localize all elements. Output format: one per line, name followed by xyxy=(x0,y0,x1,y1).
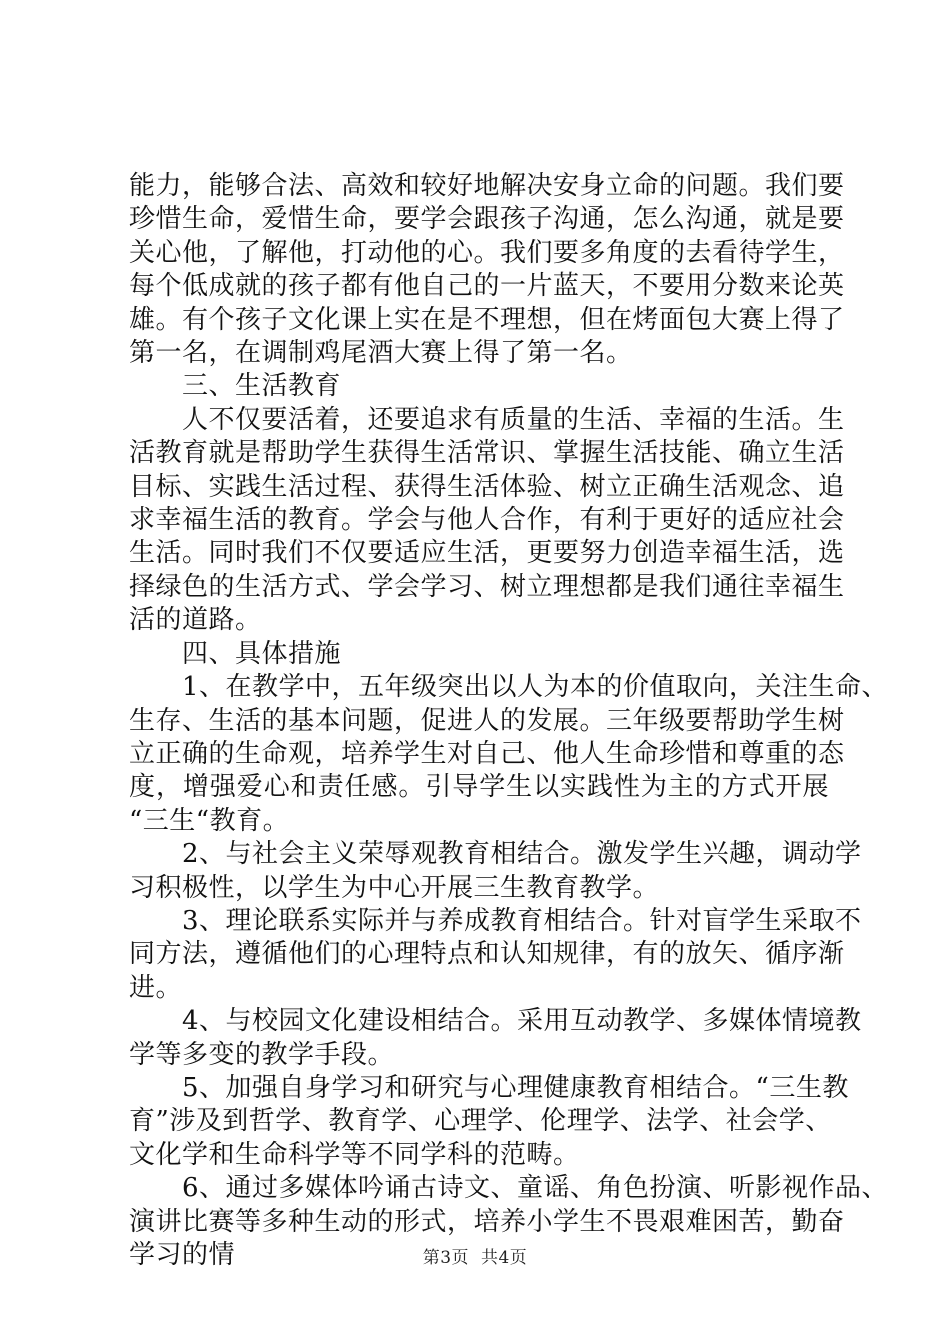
text-line: 文化学和生命科学等不同学科的范畴。 xyxy=(129,1139,580,1170)
text-line: 3、理论联系实际并与养成教育相结合。针对盲学生采取不 xyxy=(182,905,862,936)
text-line: “三生“教育。 xyxy=(129,805,290,836)
text-line: 生存、生活的基本问题，促进人的发展。三年级要帮助学生树 xyxy=(129,705,845,736)
text-line: 求幸福生活的教育。学会与他人合作，有利于更好的适应社会 xyxy=(129,505,845,536)
text-line: 4、与校园文化建设相结合。采用互动教学、多媒体情境教 xyxy=(182,1006,862,1037)
text-line: 目标、实践生活过程、获得生活体验、树立正确生活观念、追 xyxy=(129,471,845,502)
text-line: 6、通过多媒体吟诵古诗文、童谣、角色扮演、听影视作品、 xyxy=(182,1173,889,1204)
text-line: 能力，能够合法、高效和较好地解决安身立命的问题。我们要 xyxy=(129,171,845,201)
text-line: 雄。有个孩子文化课上实在是不理想，但在烤面包大赛上得了 xyxy=(129,304,845,335)
text-line: 5、加强自身学习和研究与心理健康教育相结合。“三生教 xyxy=(182,1072,849,1103)
text-line: 第一名，在调制鸡尾酒大赛上得了第一名。 xyxy=(129,338,633,369)
text-line: 珍惜生命，爱惜生命，要学会跟孩子沟通，怎么沟通，就是要 xyxy=(129,204,845,235)
text-line: 关心他，了解他，打动他的心。我们要多角度的去看待学生， xyxy=(129,237,845,268)
text-line: 度，增强爱心和责任感。引导学生以实践性为主的方式开展 xyxy=(129,772,829,803)
text-line: 2、与社会主义荣辱观教育相结合。激发学生兴趣，调动学 xyxy=(182,839,862,870)
text-line: 同方法，遵循他们的心理特点和认知规律，有的放矢、循序渐 xyxy=(129,939,845,970)
page-total: 共4页 xyxy=(480,1248,528,1268)
text-line: 育”涉及到哲学、教育学、心理学、伦理学、法学、社会学、 xyxy=(129,1106,832,1137)
text-line: 活的道路。 xyxy=(129,605,262,636)
text-line: 择绿色的生活方式、学会学习、树立理想都是我们通往幸福生 xyxy=(129,571,845,602)
text-line: 学等多变的教学手段。 xyxy=(129,1039,395,1070)
text-line: 每个低成就的孩子都有他自己的一片蓝天，不要用分数来论英 xyxy=(129,271,845,302)
page-number: 第3页 xyxy=(422,1248,470,1268)
text-line: 习积极性，以学生为中心开展三生教育教学。 xyxy=(129,872,660,903)
text-line: 立正确的生命观，培养学生对自己、他人生命珍惜和尊重的态 xyxy=(129,738,845,769)
text-line: 进。 xyxy=(129,972,183,1003)
text-line: 人不仅要活着，还要追求有质量的生活、幸福的生活。生 xyxy=(182,404,845,435)
body-text xyxy=(129,170,889,1272)
text-line: 生活。同时我们不仅要适应生活，更要努力创造幸福生活，选 xyxy=(129,538,845,569)
text-line: 1、在教学中，五年级突出以人为本的价值取向，关注生命、 xyxy=(182,672,889,703)
text-line: 学习的情 xyxy=(129,1240,236,1270)
text-line: 活教育就是帮助学生获得生活常识、掌握生活技能、确立生活 xyxy=(129,438,845,469)
section-heading: 三、生活教育 xyxy=(182,371,342,402)
page-footer xyxy=(0,1243,950,1268)
text-line: 演讲比赛等多种生动的形式，培养小学生不畏艰难困苦，勤奋 xyxy=(129,1206,845,1237)
section-heading: 四、具体措施 xyxy=(182,638,342,669)
